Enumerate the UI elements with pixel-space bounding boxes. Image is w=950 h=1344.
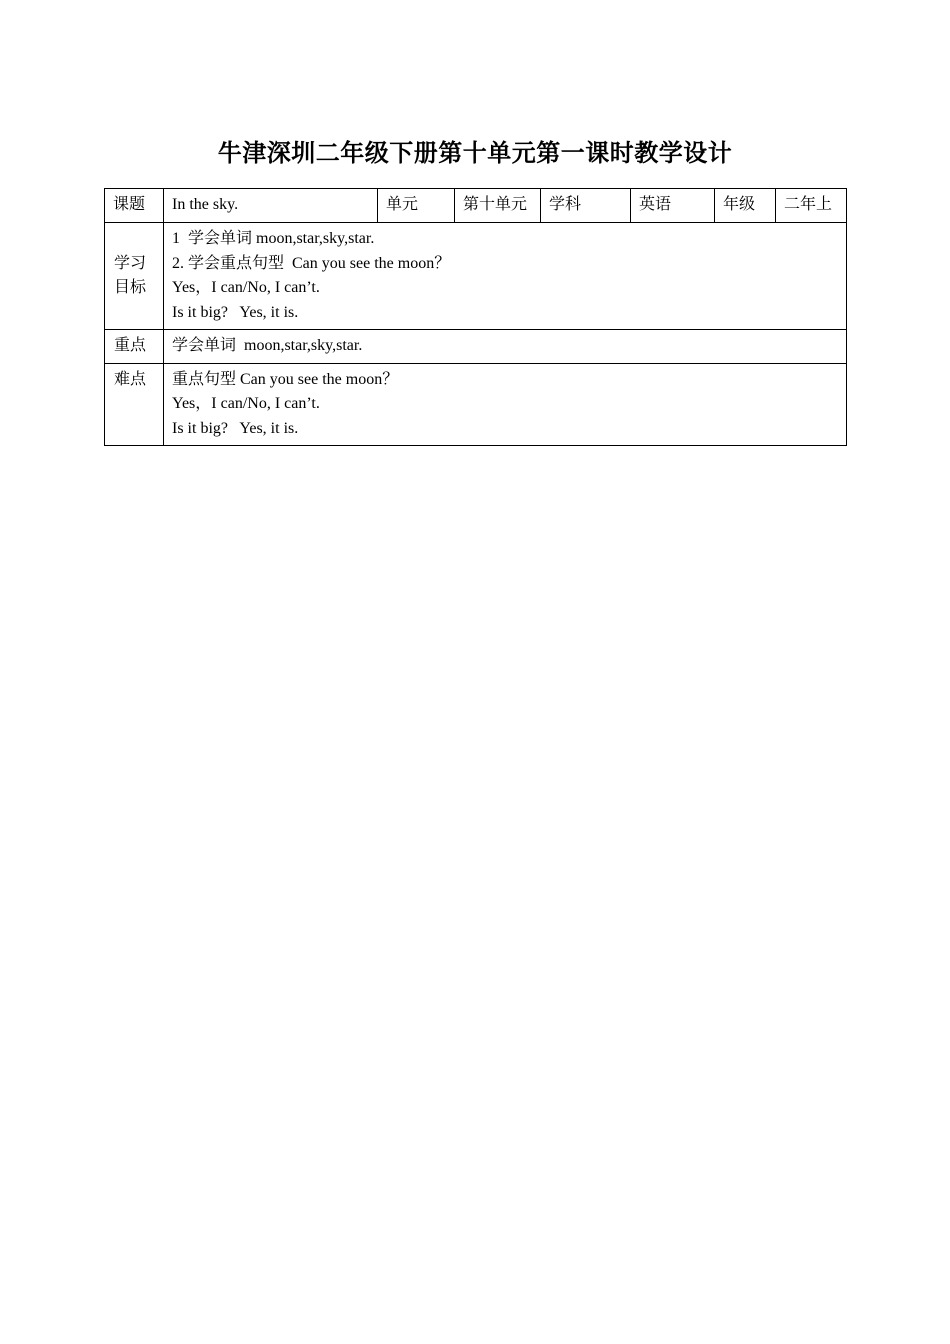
objective-line: Yes，I can/No, I can’t. — [172, 279, 320, 296]
lesson-plan-table — [104, 188, 847, 446]
difficulties-content — [164, 363, 847, 446]
unit-label: 单元 — [378, 189, 455, 223]
difficulties-label: 难点 — [105, 363, 164, 446]
objectives-label-line: 学习 — [114, 254, 147, 272]
objectives-label — [105, 223, 164, 330]
subject-label: 学科 — [541, 189, 631, 223]
grade-value: 二年上 — [776, 189, 847, 223]
difficulty-line: Yes，I can/No, I can’t. — [172, 395, 320, 412]
unit-value: 第十单元 — [455, 189, 541, 223]
key-points-content — [164, 330, 847, 364]
topic-label: 课题 — [105, 189, 164, 223]
page-title: 牛津深圳二年级下册第十单元第一课时教学设计 — [217, 139, 733, 167]
difficulty-line: 重点句型 Can you see the moon？ — [172, 370, 399, 388]
objectives-label-line: 目标 — [114, 279, 147, 296]
objectives-row — [105, 223, 847, 330]
objective-line: 2. 学会重点句型 Can you see the moon？ — [172, 254, 451, 272]
difficulties-row — [105, 363, 847, 446]
objective-line: 1 学会单词 moon,star,sky,star. — [172, 230, 375, 247]
objectives-content — [164, 223, 847, 330]
key-points-row — [105, 330, 847, 364]
key-points-text: 学会单词 moon,star,sky,star. — [172, 337, 363, 354]
subject-value: 英语 — [631, 189, 715, 223]
difficulty-line: Is it big? Yes, it is. — [172, 419, 299, 437]
objective-line: Is it big? Yes, it is. — [172, 303, 299, 321]
key-points-label: 重点 — [105, 330, 164, 364]
header-row — [105, 189, 847, 223]
topic-value: In the sky. — [164, 189, 378, 223]
grade-label: 年级 — [715, 189, 776, 223]
